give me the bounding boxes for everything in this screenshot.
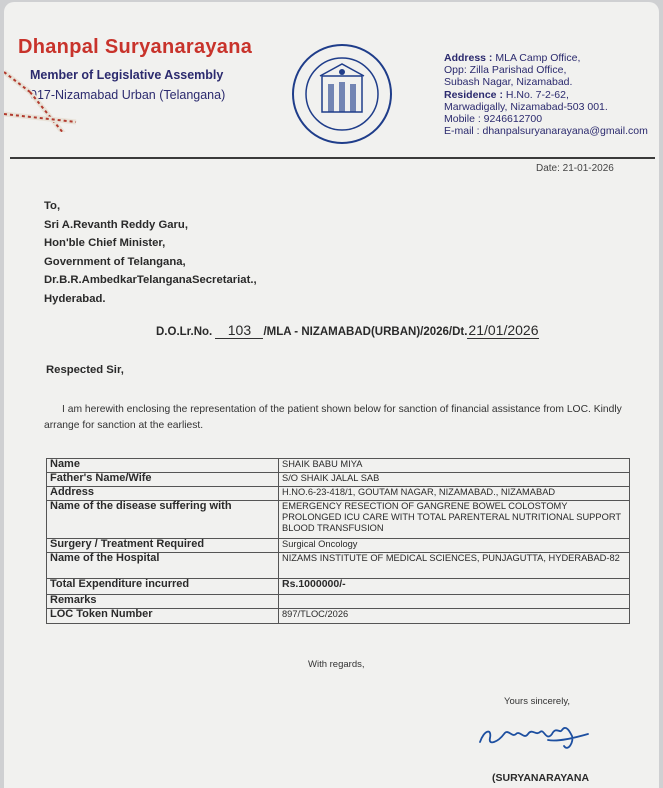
address-line2: Opp: Zilla Parishad Office, xyxy=(444,64,567,77)
thread-decoration xyxy=(4,62,84,132)
recipient-block xyxy=(44,197,257,308)
table-row xyxy=(47,473,630,487)
reference-number xyxy=(156,322,539,339)
table-row xyxy=(47,459,630,473)
table-row xyxy=(47,501,630,539)
row-value: Rs.1000000/- xyxy=(279,579,630,595)
row-label: Surgery / Treatment Required xyxy=(47,539,279,553)
ref-middle: /MLA - NIZAMABAD(URBAN)/2026/Dt. xyxy=(263,326,468,338)
row-label: Total Expenditure incurred xyxy=(47,579,279,595)
table-row xyxy=(47,487,630,501)
row-value: NIZAMS INSTITUTE OF MEDICAL SCIENCES, PUNJAGUTTA, HYDERABAD-82 xyxy=(279,553,630,579)
letterhead-name: Dhanpal Suryanarayana xyxy=(18,36,253,58)
assembly-seal-icon xyxy=(290,42,394,146)
recipient-line: Hon'ble Chief Minister, xyxy=(44,237,166,249)
table-row xyxy=(47,609,630,624)
row-value: H.NO.6-23-418/1, GOUTAM NAGAR, NIZAMABAD., NIZAMABAD xyxy=(279,487,630,501)
recipient-line: Government of Telangana, xyxy=(44,255,186,268)
address-label: Address : xyxy=(444,52,493,64)
address-line3: Subash Nagar, Nizamabad. xyxy=(444,76,573,89)
letterhead-designation: Member of Legislative Assembly xyxy=(30,68,224,82)
table-row xyxy=(47,553,630,579)
row-label: Address xyxy=(47,487,279,501)
ref-prefix: D.O.Lr.No. xyxy=(156,326,213,338)
row-label: Remarks xyxy=(47,595,279,609)
ref-number: 103 xyxy=(215,322,263,339)
closing-yours: Yours sincerely, xyxy=(504,696,571,707)
letterhead-constituency: 017-Nizamabad Urban (Telangana) xyxy=(30,88,226,102)
address-line5: Marwadigally, Nizamabad-503 001. xyxy=(444,100,608,113)
row-label: Father's Name/Wife xyxy=(47,473,279,487)
residence-label: Residence : xyxy=(444,88,503,101)
header-divider xyxy=(10,157,655,159)
recipient-line: To, xyxy=(44,200,61,212)
row-value: S/O SHAIK JALAL SAB xyxy=(279,473,630,487)
row-label: Name of the Hospital xyxy=(47,553,279,579)
row-value: 897/TLOC/2026 xyxy=(279,609,630,624)
letter-page xyxy=(4,2,659,788)
row-value: SHAIK BABU MIYA xyxy=(279,459,630,473)
recipient-line: Hyderabad. xyxy=(44,292,106,305)
row-value: EMERGENCY RESECTION OF GANGRENE BOWEL COLOSTOMY PROLONGED ICU CARE WITH TOTAL PARENTERAL NUTRITIONAL SUPPORT BLOOD TRANSFUSION xyxy=(279,501,630,539)
patient-details-table xyxy=(46,458,630,624)
residence-value: H.No. 7-2-62, xyxy=(505,88,569,101)
body-paragraph: I am herewith enclosing the representation of the patient shown below for sanction of financial assistance from LOC. Kindly arrange for sanction at the earliest. xyxy=(44,404,622,431)
signatory-name: (SURYANARAYANA xyxy=(492,772,590,784)
salutation: Respected Sir, xyxy=(46,364,124,376)
letter-date: Date: 21-01-2026 xyxy=(536,163,614,174)
row-label: LOC Token Number xyxy=(47,609,279,624)
table-row xyxy=(47,595,630,609)
mobile-number: Mobile : 9246612700 xyxy=(444,113,543,126)
handwritten-signature xyxy=(474,712,594,756)
recipient-line: Sri A.Revanth Reddy Garu, xyxy=(44,218,188,231)
row-label: Name of the disease suffering with xyxy=(47,501,279,539)
row-label: Name xyxy=(47,459,279,473)
email-address: E-mail : dhanpalsuryanarayana@gmail.com xyxy=(444,125,648,138)
address-value: MLA Camp Office, xyxy=(495,52,581,64)
table-row xyxy=(47,579,630,595)
row-value: Surgical Oncology xyxy=(279,539,630,553)
ref-date: 21/01/2026 xyxy=(468,322,539,338)
closing-regards: With regards, xyxy=(308,659,365,670)
contact-address-block xyxy=(444,52,648,137)
recipient-line: Dr.B.R.AmbedkarTelanganaSecretariat., xyxy=(44,274,257,286)
row-value xyxy=(279,595,630,609)
table-row xyxy=(47,539,630,553)
